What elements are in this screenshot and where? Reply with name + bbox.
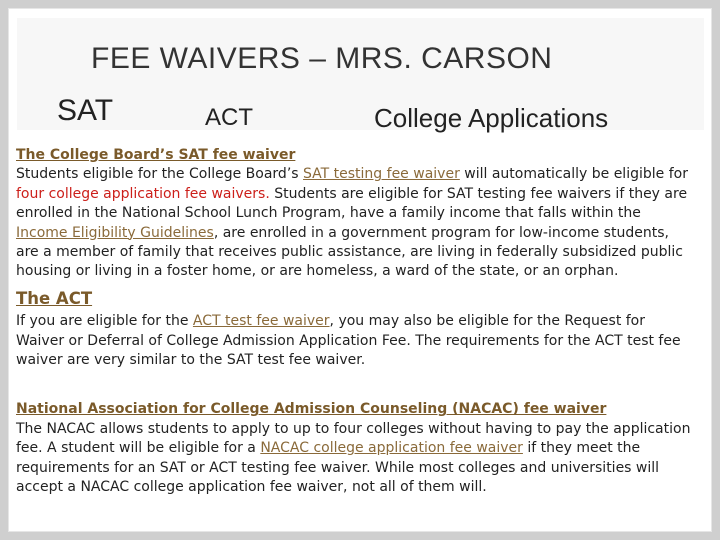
nacac-text-1: The NACAC allows students to apply to up to four colleges without having to pay the application fee. A student will be eligible for a: [16, 420, 691, 457]
nacac-section: [16, 400, 696, 497]
income-eligibility-link[interactable]: Income Eligibility Guidelines: [16, 224, 214, 241]
act-text-1: If you are eligible for the: [16, 313, 193, 330]
slide-title: FEE WAIVERS – MRS. CARSON: [91, 42, 553, 75]
act-fee-waiver-link[interactable]: ACT test fee waiver: [192, 313, 330, 330]
sat-text-3: Students are eligible for SAT testing fee waivers if they are enrolled in the National School Lunch Program, have a family income that falls within the: [16, 185, 688, 222]
sat-fee-waiver-link[interactable]: The College Board’s SAT fee waiver: [16, 147, 296, 163]
sat-text-1: Students eligible for the College Board’s: [16, 166, 304, 183]
four-waivers-highlight: four college application fee waivers.: [16, 185, 270, 202]
act-heading-link[interactable]: The ACT: [16, 288, 93, 308]
heading-college-applications: College Applications: [374, 103, 609, 133]
slide: [8, 8, 712, 532]
sat-text-2: will automatically be eligible for: [459, 166, 688, 183]
nacac-heading-link[interactable]: National Association for College Admission Counseling (NACAC) fee waiver: [16, 401, 607, 418]
title-block: [17, 18, 704, 133]
heading-sat: SAT: [57, 94, 114, 127]
heading-act: ACT: [205, 104, 253, 131]
nacac-text-2: if they meet the requirements for an SAT or ACT testing fee waiver. While most colleges and universities will accept a NACAC college application fee waiver, not all of them will.: [16, 440, 660, 496]
act-section: [16, 312, 696, 370]
act-text-2: , you may also be eligible for the Request for Waiver or Deferral of College Admission Application Fee. The requirements for the ACT test fee waiver are very similar to the SAT test fee waiver.: [16, 313, 681, 369]
nacac-fee-waiver-link[interactable]: NACAC college application fee waiver: [260, 440, 523, 457]
sat-section: [16, 146, 696, 282]
sat-testing-fee-waiver-link[interactable]: SAT testing fee waiver: [303, 166, 460, 183]
content: [16, 146, 696, 498]
sat-text-4: , are enrolled in a government program for low-income students, are a member of family that receives public assistance, are living in federally subsidized public housing or living in a foster home, or are homeless, a ward of the state, or an orphan.: [16, 224, 683, 280]
